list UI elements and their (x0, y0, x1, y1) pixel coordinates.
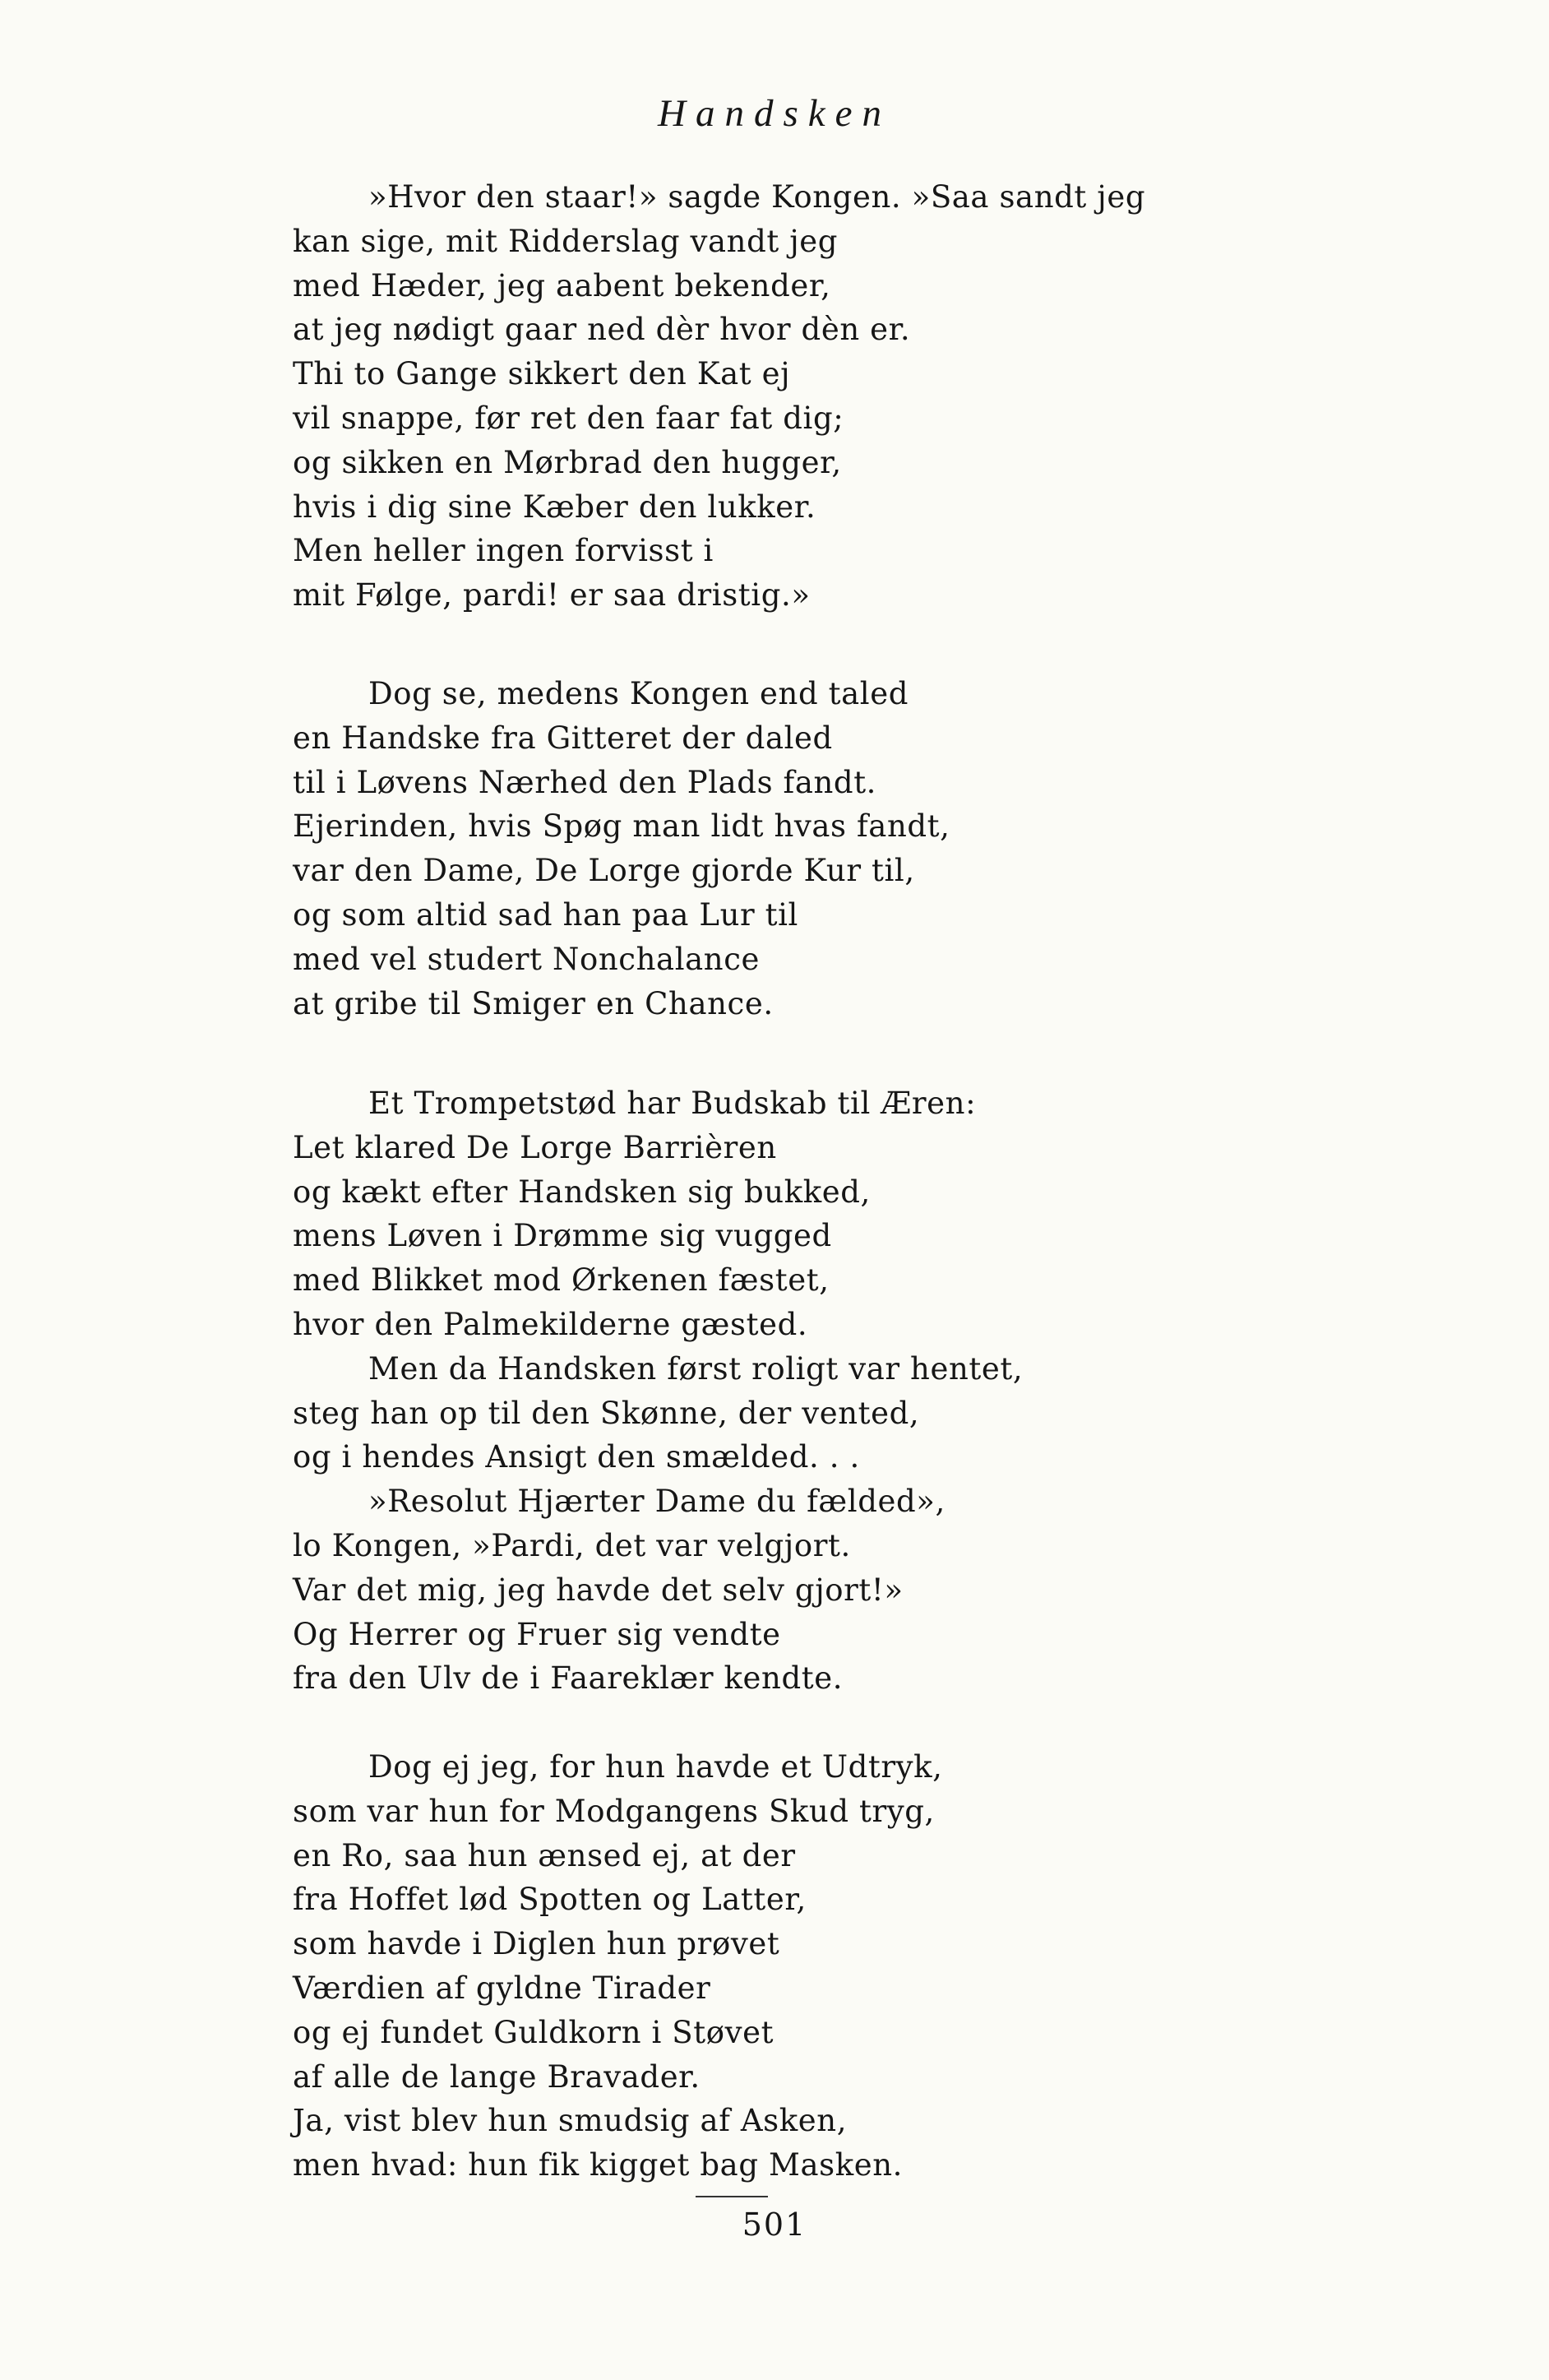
poem-line: en Handske fra Gitteret der daled (293, 720, 833, 756)
poem-line: Men da Handsken først roligt var hentet, (368, 1350, 1024, 1387)
stanza-4 (293, 1745, 1279, 2188)
poem-line: at gribe til Smiger en Chance. (293, 985, 774, 1021)
poem-line: Dog se, medens Kongen end taled (368, 676, 909, 711)
poem-line: men hvad: hun fik kigget bag Masken. (293, 2147, 904, 2183)
poem-line: Og Herrer og Fruer sig vendte (293, 1616, 781, 1652)
poem-line: fra Hoffet lød Spotten og Latter, (293, 1882, 807, 1918)
poem-line: mit Følge, pardi! er saa dristig.» (293, 577, 811, 614)
poem-line: kan sige, mit Ridderslag vandt jeg (293, 223, 839, 259)
poem-line: Et Trompetstød har Budskab til Æren: (368, 1086, 977, 1121)
folio-divider (696, 2196, 768, 2197)
poem-line: at jeg nødigt gaar ned dèr hvor dèn er. (293, 312, 911, 348)
poem-line: fra den Ulv de i Faareklær kendte. (293, 1660, 844, 1697)
poem-line: hvis i dig sine Kæber den lukker. (293, 489, 816, 525)
stanza-1 (293, 175, 1279, 618)
poem-line: hvor den Palmekilderne gæsted. (293, 1306, 808, 1342)
poem-line: Men heller ingen forvisst i (293, 533, 714, 569)
poem-line: til i Løvens Nærhed den Plads fandt. (293, 764, 877, 800)
poem-line: Var det mig, jeg havde det selv gjort!» (293, 1572, 904, 1608)
poem-line: var den Dame, De Lorge gjorde Kur til, (293, 853, 915, 889)
poem-line: med vel studert Nonchalance (293, 941, 761, 977)
poem-line: Dog ej jeg, for hun havde et Udtryk, (368, 1749, 943, 1785)
poem-line: »Hvor den staar!» sagde Kongen. »Saa sandt jeg (368, 179, 1146, 215)
poem-line: med Hæder, jeg aabent bekender, (293, 267, 831, 303)
stanza-2 (293, 672, 1279, 1026)
poem-line: og som altid sad han paa Lur til (293, 896, 798, 933)
poem-line: og ej fundet Guldkorn i Støvet (293, 2014, 774, 2050)
poem-line: med Blikket mod Ørkenen fæstet, (293, 1262, 830, 1299)
poem-line: Værdien af gyldne Tirader (293, 1970, 711, 2006)
poem-line: som var hun for Modgangens Skud tryg, (293, 1793, 935, 1829)
poem-line: af alle de lange Bravader. (293, 2058, 701, 2095)
poem-line: Thi to Gange sikkert den Kat ej (293, 356, 791, 392)
poem-line: som havde i Diglen hun prøvet (293, 1926, 780, 1962)
poem-line: vil snappe, før ret den faar fat dig; (293, 400, 844, 436)
poem-line: Ejerinden, hvis Spøg man lidt hvas fandt, (293, 808, 950, 845)
poem-line: Ja, vist blev hun smudsig af Asken, (293, 2103, 848, 2139)
poem-line: og sikken en Mørbrad den hugger, (293, 444, 842, 480)
running-title: Handsken (658, 92, 891, 135)
poem-line: og kækt efter Handsken sig bukked, (293, 1174, 871, 1210)
stanza-3 (293, 1081, 1279, 1701)
poem-line: en Ro, saa hun ænsed ej, at der (293, 1837, 796, 1873)
poem-line: steg han op til den Skønne, der vented, (293, 1395, 920, 1431)
poem-line: mens Løven i Drømme sig vugged (293, 1218, 832, 1254)
poem-line: og i hendes Ansigt den smælded. . . (293, 1439, 860, 1475)
poem-line: Let klared De Lorge Barrièren (293, 1129, 777, 1165)
poem-line: lo Kongen, »Pardi, det var velgjort. (293, 1527, 851, 1563)
poem-line: »Resolut Hjærter Dame du fælded», (368, 1484, 946, 1520)
page-number: 501 (742, 2206, 807, 2243)
